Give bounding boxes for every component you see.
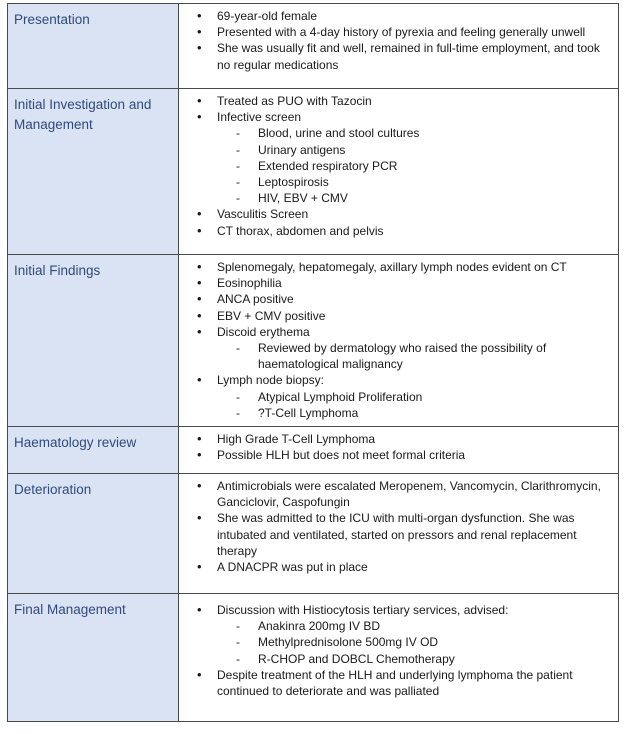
sub-list [217, 389, 612, 421]
bullet-text: Discussion with Histiocytosis tertiary services, advised: [217, 603, 509, 617]
section-heading: Initial Investigation and Management [8, 89, 179, 255]
bullet-text: Discoid erythema [217, 324, 310, 339]
sub-item: - R-CHOP and DOBCL Chemotherapy [217, 651, 612, 667]
bullet-item [189, 308, 612, 324]
row-findings [8, 255, 619, 427]
case-summary-table [7, 3, 619, 722]
bullet-item [189, 109, 612, 206]
bullet-list [189, 259, 612, 421]
section-content [179, 474, 619, 594]
sub-item: - Blood, urine and stool cultures [217, 125, 612, 141]
row-investigation [8, 89, 619, 255]
sub-item: - ?T-Cell Lymphoma [217, 405, 612, 421]
sub-list [217, 340, 612, 372]
sub-item: - Reviewed by dermatology who raised the possibility of haematological malignancy [217, 340, 612, 372]
bullet-text: Vasculitis Screen [217, 207, 309, 222]
sub-list [217, 618, 612, 667]
bullet-text: Lymph node biopsy: [217, 373, 324, 388]
bullet-text: Infective screen [217, 110, 302, 125]
bullet-list [189, 431, 612, 463]
bullet-list [189, 93, 612, 239]
sub-item: - Atypical Lymphoid Proliferation [217, 389, 612, 405]
bullet-text: She was admitted to the ICU with multi-organ dysfunction. She was intubated and ventilated, started on pressors and renal replacement therapy [217, 511, 577, 558]
bullet-text: Eosinophilia [217, 276, 282, 291]
bullet-item [189, 478, 612, 510]
bullet-item [189, 40, 612, 72]
case-summary-body [8, 4, 619, 722]
bullet-text: Despite treatment of the HLH and underlying lymphoma the patient continued to deteriorate and was palliated [217, 667, 573, 699]
bullet-text: ANCA positive [217, 292, 294, 307]
section-heading: Haematology review [8, 427, 179, 474]
section-heading: Initial Findings [8, 255, 179, 427]
sub-list [217, 125, 612, 206]
section-content [179, 4, 619, 89]
bullet-item [189, 559, 612, 575]
bullet-item [189, 223, 612, 239]
row-presentation [8, 4, 619, 89]
bullet-text: High Grade T-Cell Lymphoma [217, 432, 376, 446]
section-content [179, 89, 619, 255]
sub-item: - HIV, EBV + CMV [217, 190, 612, 206]
bullet-text: Treated as PUO with Tazocin [217, 94, 372, 108]
sub-item: - Extended respiratory PCR [217, 158, 612, 174]
sub-item: - Leptospirosis [217, 174, 612, 190]
section-heading: Deterioration [8, 474, 179, 594]
sub-item: - Anakinra 200mg IV BD [217, 618, 612, 634]
bullet-list [189, 478, 612, 575]
section-content [179, 255, 619, 427]
bullet-item [189, 372, 612, 421]
bullet-text: Presented with a 4-day history of pyrexia and feeling generally unwell [217, 25, 586, 40]
bullet-text: Splenomegaly, hepatomegaly, axillary lymph nodes evident on CT [217, 260, 567, 274]
bullet-list [189, 602, 612, 699]
bullet-text: CT thorax, abdomen and pelvis [217, 223, 384, 238]
row-haematology [8, 427, 619, 474]
section-content [179, 427, 619, 474]
section-heading: Presentation [8, 4, 179, 89]
bullet-item [189, 291, 612, 307]
bullet-item [189, 602, 612, 667]
bullet-item [189, 93, 612, 109]
sub-item: - Methylprednisolone 500mg IV OD [217, 634, 612, 650]
bullet-text: 69-year-old female [217, 9, 318, 23]
bullet-item [189, 447, 612, 463]
bullet-item [189, 206, 612, 222]
bullet-item [189, 259, 612, 275]
section-heading: Final Management [8, 594, 179, 722]
bullet-item [189, 510, 612, 559]
bullet-item [189, 431, 612, 447]
row-deterioration [8, 474, 619, 594]
bullet-text: EBV + CMV positive [217, 308, 326, 323]
bullet-text: A DNACPR was put in place [217, 560, 368, 575]
bullet-item [189, 275, 612, 291]
bullet-item [189, 24, 612, 40]
bullet-item [189, 8, 612, 24]
bullet-list [189, 8, 612, 73]
section-content [179, 594, 619, 722]
bullet-text: Antimicrobials were escalated Meropenem, Vancomycin, Clarithromycin, Ganciclovir, Caspofungin [217, 479, 601, 510]
bullet-item [189, 667, 612, 699]
bullet-text: Possible HLH but does not meet formal criteria [217, 448, 466, 463]
sub-item: - Urinary antigens [217, 142, 612, 158]
bullet-text: She was usually fit and well, remained in full-time employment, and took no regular medications [217, 41, 600, 72]
row-final-management [8, 594, 619, 722]
bullet-item [189, 324, 612, 373]
